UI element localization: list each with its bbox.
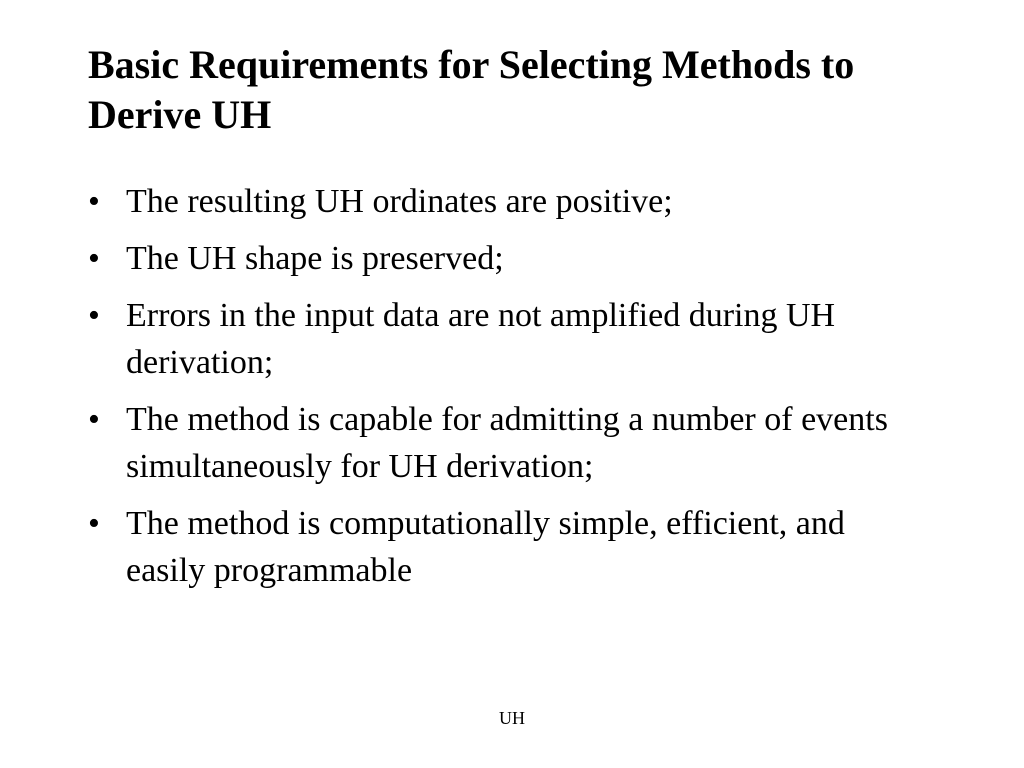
slide-footer: UH (499, 708, 525, 728)
list-item (88, 235, 928, 282)
bullet-text: The UH shape is preserved; (126, 240, 504, 277)
bullet-icon: • (88, 240, 100, 277)
list-item (88, 178, 928, 225)
list-item (88, 292, 928, 386)
list-item (88, 396, 928, 490)
bullet-text: The method is computationally simple, efficient, and easily programmable (126, 505, 845, 589)
bullet-text: Errors in the input data are not amplified during UH derivation; (126, 297, 836, 381)
bullet-text: The method is capable for admitting a number of events simultaneously for UH derivation; (126, 401, 888, 485)
list-item (88, 500, 928, 594)
bullet-icon: • (88, 401, 100, 438)
bullet-icon: • (88, 297, 100, 334)
bullet-icon: • (88, 505, 100, 542)
bullet-text: The resulting UH ordinates are positive; (126, 183, 673, 220)
bullet-list (88, 178, 928, 604)
slide-title: Basic Requirements for Selecting Methods to Derive UH (88, 42, 855, 137)
bullet-icon: • (88, 183, 100, 220)
